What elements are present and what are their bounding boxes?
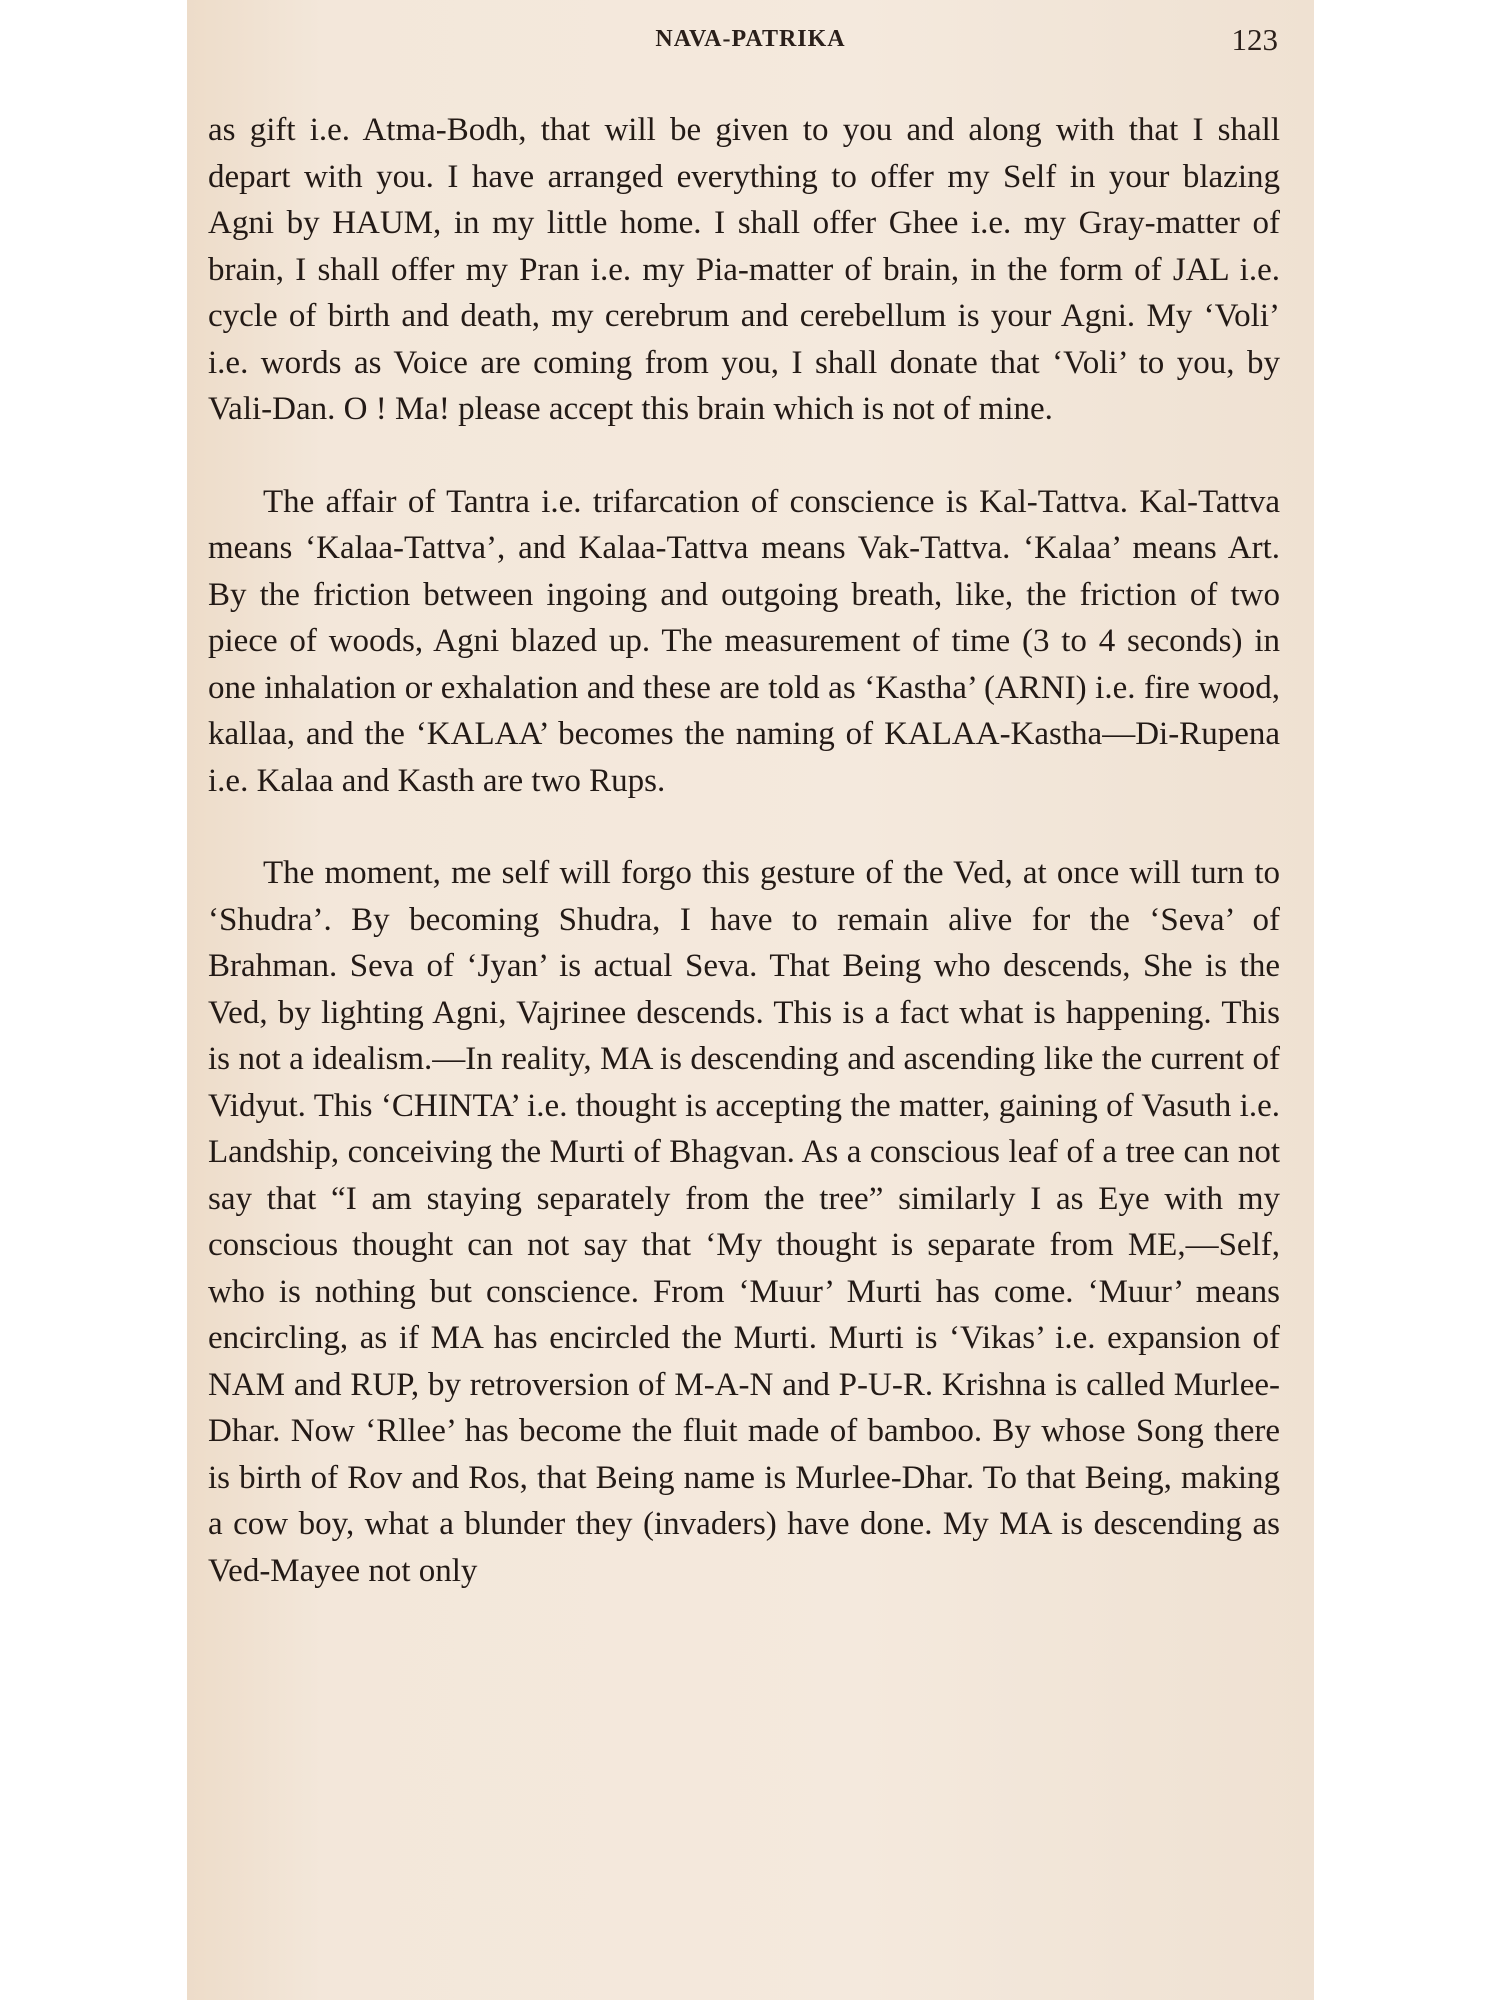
page-number: 123 [1231,22,1278,57]
book-page [187,0,1314,2000]
paragraph-spacer [208,804,1280,850]
paragraph-2: The affair of Tantra i.e. trifarcation of conscience is Kal-Tattva. Kal-Tattva means ‘Kalaa-Tattva’, and Kalaa-Tattva means Vak-Tattva. ‘Kalaa’ means Art. By the friction between ingoing and outgoing breath, like, the friction of two piece of woods, Agni blazed up. The measurement of time (3 to 4 seconds) in one inhalation or exhalation and these are told as ‘Kastha’ (ARNI) i.e. fire wood, kallaa, and the ‘KALAA’ becomes the naming of KALAA-Kastha—Di-Rupena i.e. Kalaa and Kasth are two Rups. [208,483,1280,799]
paragraph-spacer [208,433,1280,479]
paragraph-3: The moment, me self will forgo this gesture of the Ved, at once will turn to ‘Shudra’. By becoming Shudra, I have to remain alive for the ‘Seva’ of Brahman. Seva of ‘Jyan’ is actual Seva. That Being who descends, She is the Ved, by lighting Agni, Vajrinee descends. This is a fact what is happening. This is not a idealism.—In reality, MA is descending and ascending like the current of Vidyut. This ‘CHINTA’ i.e. thought is accepting the matter, gaining of Vasuth i.e. Landship, conceiving the Murti of Bhagvan. As a conscious leaf of a tree can not say that “I am staying separately from the tree” similarly I as Eye with my conscious thought can not say that ‘My thought is separate from ME,—Self, who is nothing but conscience. From ‘Muur’ Murti has come. ‘Muur’ means encircling, as if MA has encircled the Murti. Murti is ‘Vikas’ i.e. expansion of NAM and RUP, by retroversion of M-A-N and P-U-R. Krishna is called Murlee-Dhar. Now ‘Rllee’ has become the fluit made of bamboo. By whose Song there is birth of Rov and Ros, that Being name is Murlee-Dhar. To that Being, making a cow boy, what a blunder they (invaders) have done. My MA is descending as Ved-Mayee not only [208,855,1280,1589]
paragraph-1: as gift i.e. Atma-Bodh, that will be given to you and along with that I shall depart with you. I have arranged everything to offer my Self in your blazing Agni by HAUM, in my little home. I shall offer Ghee i.e. my Gray-matter of brain, I shall offer my Pran i.e. my Pia-matter of brain, in the form of JAL i.e. cycle of birth and death, my cerebrum and cerebellum is your Agni. My ‘Voli’ i.e. words as Voice are coming from you, I shall donate that ‘Voli’ to you, by Vali-Dan. O ! Ma! please accept this brain which is not of mine. [208,112,1280,427]
body-text [208,107,1280,1594]
page-header [187,22,1314,62]
running-title: NAVA-PATRIKA [655,26,846,52]
